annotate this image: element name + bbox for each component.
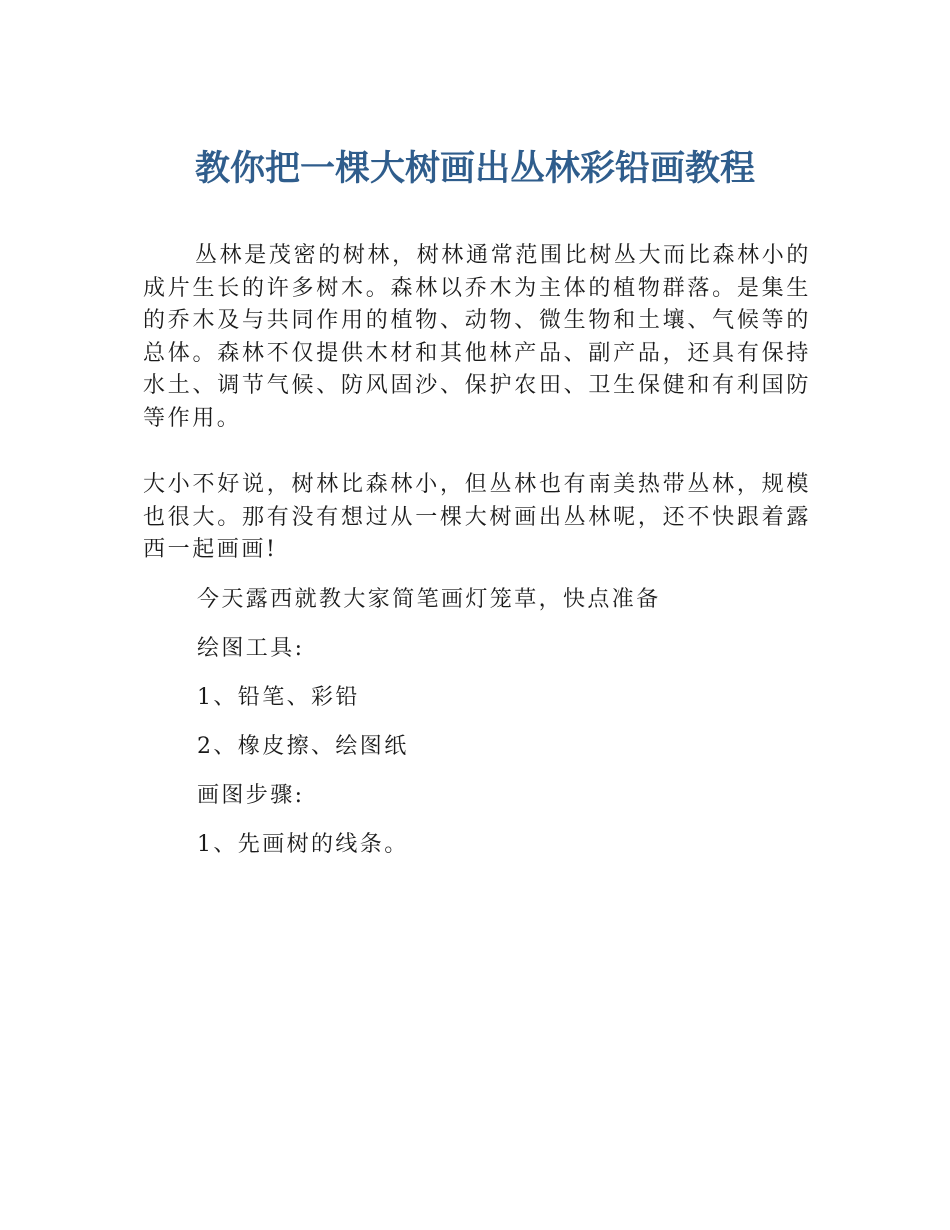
line-steps-heading: 画图步骤: [197, 782, 305, 808]
line-step-1: 1、先画树的线条。 [197, 831, 409, 857]
line-tools-heading: 绘图工具: [197, 635, 305, 661]
paragraph-intro: 丛林是茂密的树林，树林通常范围比树丛大而比森林小的成片生长的许多树木。森林以乔木为主体的植物群落。是集生的乔木及与共同作用的植物、动物、微生物和土壤、气候等的总体。森林不仅提供木材和其他林产品、副产品，还具有保持水土、调节气候、防风固沙、保护农田、卫生保健和有利国防等作用。 [143, 243, 811, 431]
line-prepare: 今天露西就教大家简笔画灯笼草，快点准备 [197, 586, 661, 612]
paragraph-jungle-size: 大小不好说，树林比森林小，但丛林也有南美热带丛林，规模也很大。那有没有想过从一棵大树画出丛林呢，还不快跟着露西一起画画! [143, 472, 811, 562]
document-body [143, 240, 811, 860]
line-tool-1: 1、铅笔、彩铅 [197, 684, 360, 710]
line-tool-2: 2、橡皮擦、绘图纸 [197, 733, 409, 759]
document-title: 教你把一棵大树画出丛林彩铅画教程 [194, 149, 755, 189]
